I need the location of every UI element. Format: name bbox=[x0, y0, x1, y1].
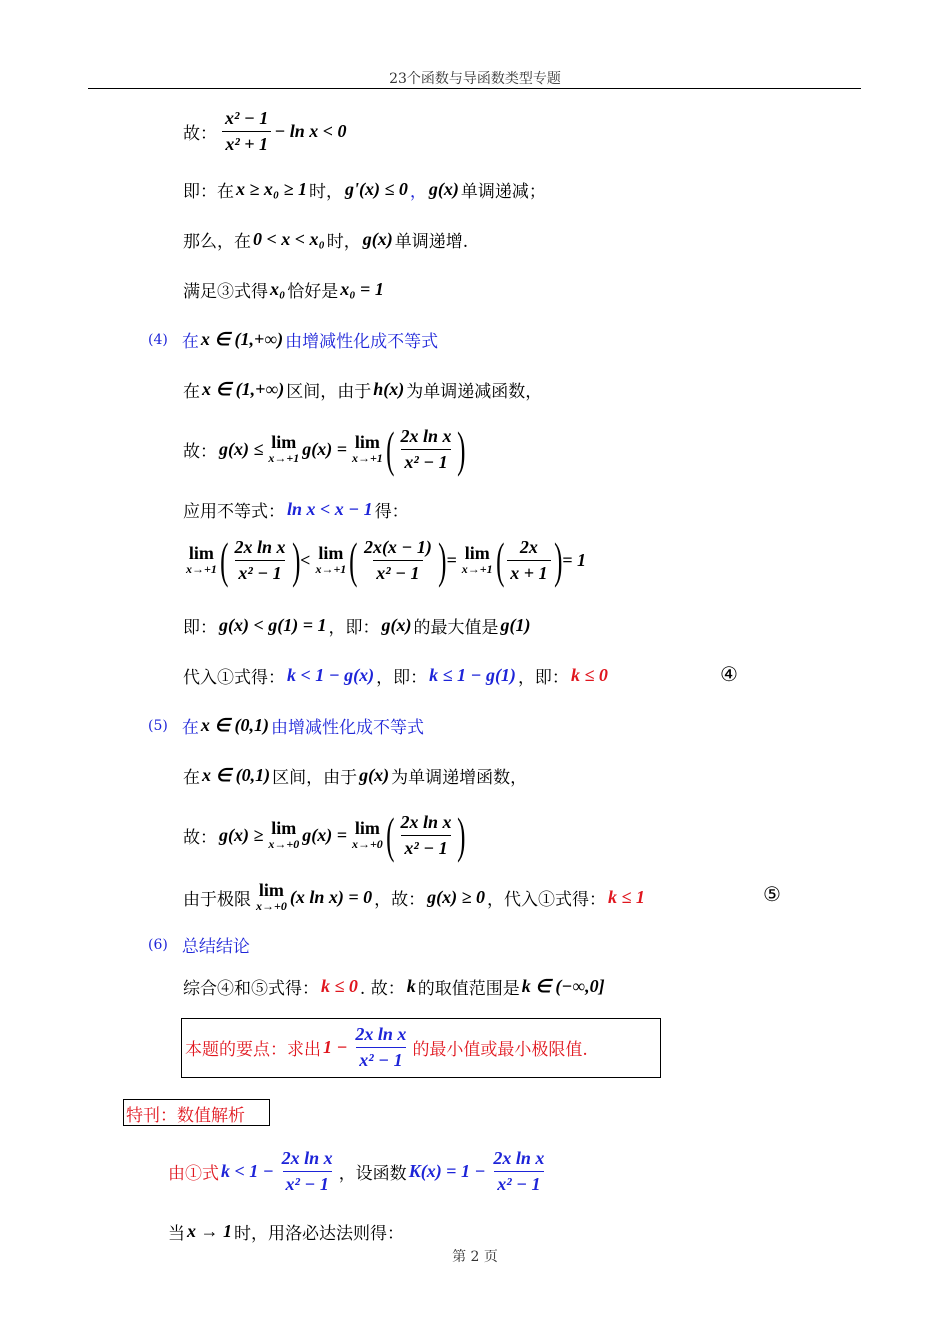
denominator: x + 1 bbox=[507, 560, 550, 584]
text: 区间，由于 bbox=[272, 768, 358, 788]
text: 故： bbox=[183, 124, 217, 144]
text: 那么，在 bbox=[183, 232, 251, 252]
text: 为单调递增函数， bbox=[391, 768, 528, 788]
fraction bbox=[397, 812, 454, 859]
math: k bbox=[406, 976, 416, 996]
lim-word: lim bbox=[318, 543, 344, 563]
math: − ln x < 0 bbox=[274, 121, 347, 141]
line-12 bbox=[183, 807, 466, 863]
fraction bbox=[490, 1148, 547, 1195]
text: 当 bbox=[168, 1224, 185, 1244]
math: 1 − bbox=[323, 1037, 348, 1057]
section-label: (6) bbox=[148, 936, 168, 953]
limit bbox=[268, 432, 299, 466]
numerator: 2x ln x bbox=[355, 1024, 407, 1044]
tag: ④ bbox=[720, 662, 738, 686]
line-2 bbox=[183, 177, 548, 202]
key-point-text bbox=[185, 1024, 590, 1071]
math: ln x < x − 1 bbox=[287, 499, 373, 519]
limit bbox=[268, 818, 299, 852]
text: 得： bbox=[374, 502, 409, 522]
text: 由于极限 bbox=[183, 889, 251, 910]
math: g(x) bbox=[381, 615, 412, 635]
lim-subscript: x→+1 bbox=[351, 451, 383, 465]
section-5-heading bbox=[148, 713, 426, 738]
numerator: 2x(x − 1) bbox=[363, 536, 432, 557]
line-9 bbox=[183, 613, 533, 638]
right-paren: ) bbox=[457, 807, 466, 863]
left-paren: ( bbox=[385, 807, 395, 863]
left-paren: ( bbox=[385, 421, 395, 477]
lim-word: lim bbox=[188, 543, 214, 563]
numerator: x² − 1 bbox=[225, 108, 269, 128]
fraction bbox=[507, 537, 550, 584]
math: x₀ bbox=[270, 279, 286, 299]
right-paren: ) bbox=[553, 532, 563, 588]
math: g(x) ≤ bbox=[219, 438, 264, 459]
text: ，设函数 bbox=[338, 1164, 407, 1184]
denominator: x² − 1 bbox=[356, 1047, 405, 1071]
math: x ∈ (1,+∞) bbox=[202, 379, 285, 399]
lim-subscript: x→+0 bbox=[256, 899, 287, 913]
text: 特刊：数值解析 bbox=[126, 1106, 245, 1126]
tag: ⑤ bbox=[763, 882, 781, 906]
text: 单调递减； bbox=[460, 182, 546, 202]
equation-tag-5 bbox=[763, 882, 783, 906]
section-6-heading bbox=[148, 932, 252, 957]
limit bbox=[352, 432, 383, 466]
text: 应用不等式： bbox=[183, 502, 285, 522]
math: 0 < x < x₀ bbox=[253, 229, 325, 249]
math: g(x) bbox=[428, 179, 459, 199]
limit bbox=[462, 543, 493, 577]
lim-subscript: x→+1 bbox=[315, 562, 347, 576]
fraction bbox=[397, 426, 454, 473]
header-rule bbox=[88, 88, 861, 89]
text: . 故： bbox=[359, 979, 405, 999]
text: 即： bbox=[183, 618, 217, 638]
lim-subscript: x→+0 bbox=[351, 837, 383, 851]
line-10 bbox=[183, 663, 610, 688]
lim-word: lim bbox=[258, 880, 284, 900]
text: 由①式 bbox=[168, 1164, 219, 1184]
right-paren: ) bbox=[291, 532, 301, 588]
text: 单调递增. bbox=[394, 232, 469, 252]
math: = bbox=[446, 549, 457, 570]
numerator: 2x ln x bbox=[493, 1148, 545, 1168]
line-14 bbox=[183, 974, 607, 999]
math: g(1) bbox=[500, 615, 531, 635]
lim-word: lim bbox=[464, 543, 490, 563]
text: 的最小值或最小极限值. bbox=[412, 1040, 588, 1060]
text: ，即： bbox=[328, 618, 380, 638]
text: 由增减性化成不等式 bbox=[271, 718, 425, 738]
text: 时， bbox=[326, 232, 361, 252]
line-3 bbox=[183, 227, 470, 252]
line-11 bbox=[183, 763, 529, 788]
line-7 bbox=[183, 497, 411, 522]
text: ，代入①式得： bbox=[486, 889, 606, 910]
math: k ≤ 1 bbox=[607, 886, 645, 907]
line-8 bbox=[183, 532, 588, 588]
numerator: 2x ln x bbox=[400, 811, 452, 832]
line-1 bbox=[183, 108, 349, 155]
math: k ≤ 0 bbox=[321, 976, 358, 996]
text: ，即： bbox=[376, 668, 428, 688]
text: 区间，由于 bbox=[286, 382, 372, 402]
text: 的最大值是 bbox=[413, 618, 499, 638]
fraction bbox=[361, 537, 435, 584]
line-6 bbox=[183, 421, 466, 477]
text: 恰好是 bbox=[287, 282, 339, 302]
lim-word: lim bbox=[271, 432, 297, 452]
text: 综合④和⑤式得： bbox=[183, 979, 319, 999]
running-header: 23个函数与导函数类型专题 bbox=[389, 71, 561, 87]
left-paren: ( bbox=[495, 532, 505, 588]
math: x ∈ (0,1) bbox=[202, 765, 271, 785]
text: 为单调递减函数， bbox=[406, 382, 543, 402]
right-paren: ) bbox=[438, 532, 447, 588]
text: 在 bbox=[183, 382, 200, 402]
denominator: x² − 1 bbox=[401, 835, 450, 859]
numerator: 2x bbox=[519, 536, 538, 557]
text: 本题的要点：求出 bbox=[185, 1040, 321, 1060]
right-paren: ) bbox=[457, 421, 466, 477]
fraction bbox=[232, 537, 289, 584]
line-16 bbox=[168, 1219, 406, 1244]
limit bbox=[256, 880, 287, 914]
math: x₀ = 1 bbox=[340, 279, 384, 299]
text: 的取值范围是 bbox=[417, 979, 520, 999]
section-label: (5) bbox=[148, 717, 168, 734]
denominator: x² − 1 bbox=[401, 449, 450, 473]
text: ， bbox=[409, 182, 427, 202]
math: x ∈ (0,1) bbox=[200, 715, 270, 735]
line-15 bbox=[168, 1148, 550, 1195]
numerator: 2x ln x bbox=[234, 536, 286, 557]
math: g(x) = bbox=[302, 824, 347, 845]
fraction bbox=[222, 108, 271, 155]
lim-word: lim bbox=[354, 432, 380, 452]
special-heading bbox=[126, 1101, 247, 1126]
math: k < 1 − g(x) bbox=[287, 665, 375, 685]
math: x → 1 bbox=[187, 1221, 232, 1241]
math: k ≤ 0 bbox=[570, 665, 608, 685]
text: 时， bbox=[309, 182, 344, 202]
math: g(x) bbox=[362, 229, 393, 249]
denominator: x² − 1 bbox=[283, 1171, 332, 1195]
math: g(x) ≥ bbox=[219, 824, 264, 845]
left-paren: ( bbox=[220, 532, 229, 588]
fraction bbox=[279, 1148, 336, 1195]
math: k ≤ 1 − g(1) bbox=[429, 665, 516, 685]
section-4-heading bbox=[148, 327, 440, 352]
math: k ∈ (−∞,0] bbox=[521, 976, 605, 996]
math: k < 1 − bbox=[221, 1161, 274, 1181]
text: 由增减性化成不等式 bbox=[285, 332, 439, 352]
math: < bbox=[300, 549, 311, 570]
math: g(x) bbox=[359, 765, 390, 785]
lim-subscript: x→+1 bbox=[186, 562, 217, 576]
lim-subscript: x→+1 bbox=[268, 451, 300, 465]
text: 故： bbox=[183, 827, 217, 848]
math: g(x) = bbox=[302, 438, 347, 459]
line-13 bbox=[183, 880, 647, 914]
text: 总结结论 bbox=[181, 937, 250, 957]
math: = 1 bbox=[562, 549, 586, 570]
lim-word: lim bbox=[271, 818, 297, 838]
text: 即：在 bbox=[183, 182, 234, 202]
section-label: (4) bbox=[148, 331, 168, 348]
equation-tag-4 bbox=[720, 662, 740, 686]
line-5 bbox=[183, 377, 544, 402]
math: g(x) ≥ 0 bbox=[427, 886, 485, 907]
limit bbox=[352, 818, 383, 852]
limit bbox=[186, 543, 217, 577]
text: 满足③式得 bbox=[183, 282, 268, 302]
math: x ≥ x₀ ≥ 1 bbox=[236, 179, 308, 199]
denominator: x² − 1 bbox=[494, 1171, 543, 1195]
left-paren: ( bbox=[349, 532, 358, 588]
math: (x ln x) = 0 bbox=[289, 886, 373, 907]
math: x ∈ (1,+∞) bbox=[200, 329, 284, 349]
text: 在 bbox=[181, 718, 199, 738]
page-footer: 第 2 页 bbox=[452, 1249, 498, 1265]
math: h(x) bbox=[373, 379, 405, 399]
text: 时，用洛必达法则得： bbox=[234, 1224, 404, 1244]
denominator: x² + 1 bbox=[222, 131, 271, 155]
text: ，故： bbox=[374, 889, 426, 910]
lim-subscript: x→+1 bbox=[461, 562, 493, 576]
lim-subscript: x→+0 bbox=[268, 837, 300, 851]
denominator: x² − 1 bbox=[235, 560, 284, 584]
math: K(x) = 1 − bbox=[408, 1161, 486, 1181]
text: 在 bbox=[181, 332, 199, 352]
limit bbox=[315, 543, 346, 577]
text: 代入①式得： bbox=[183, 668, 285, 688]
lim-word: lim bbox=[354, 818, 380, 838]
math: g'(x) ≤ 0 bbox=[345, 179, 408, 199]
math: g(x) < g(1) = 1 bbox=[219, 615, 327, 635]
text: 故： bbox=[183, 441, 217, 462]
numerator: 2x ln x bbox=[281, 1148, 333, 1168]
text: 在 bbox=[183, 768, 200, 788]
numerator: 2x ln x bbox=[400, 425, 452, 446]
denominator: x² − 1 bbox=[373, 560, 422, 584]
fraction bbox=[352, 1024, 409, 1071]
line-4 bbox=[183, 277, 386, 302]
text: ，即： bbox=[517, 668, 569, 688]
